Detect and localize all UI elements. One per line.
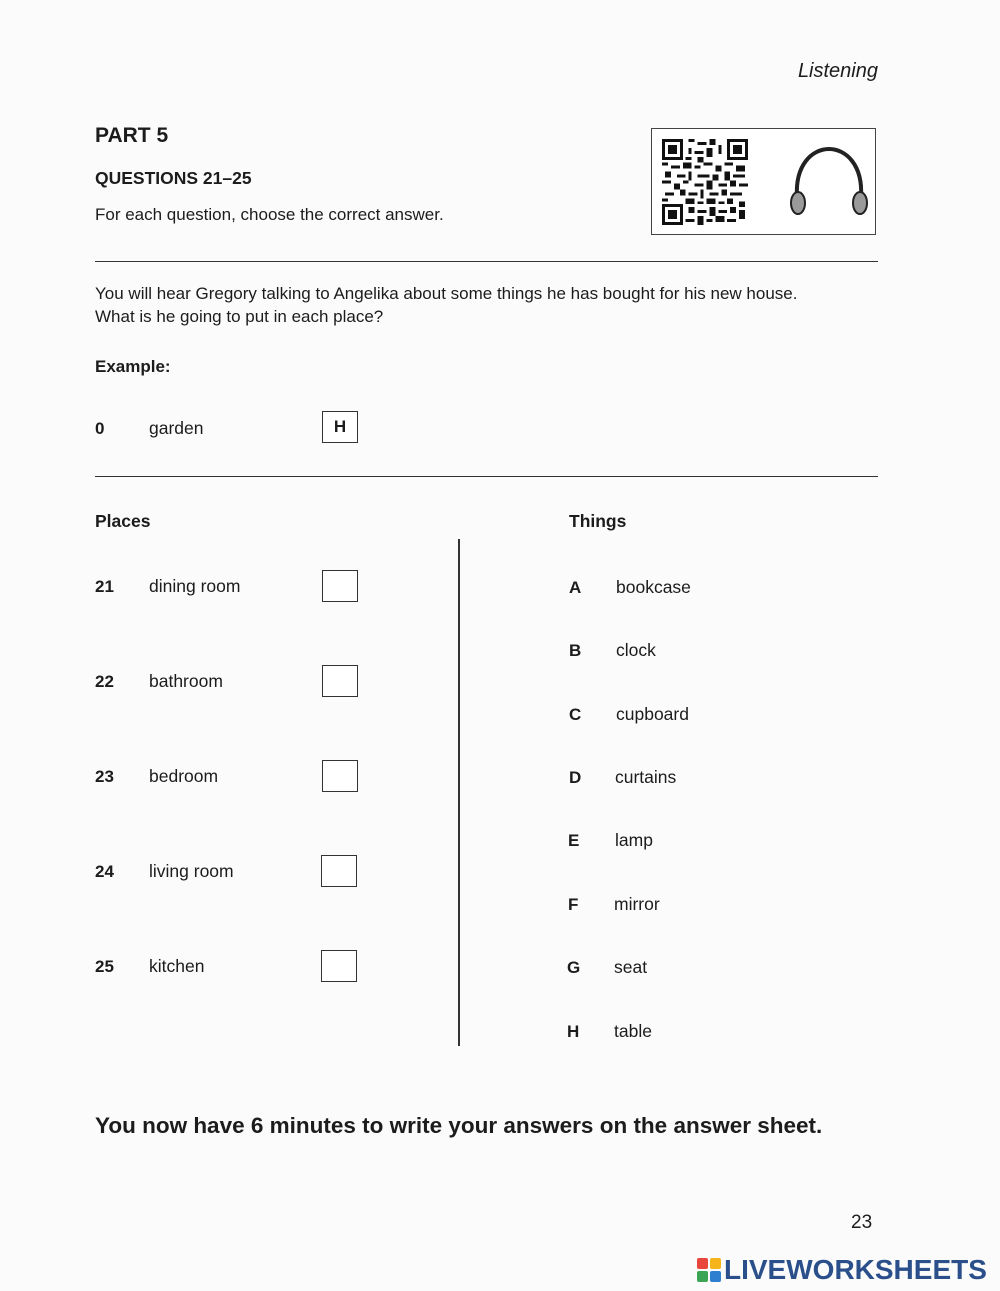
thing-letter-d: D <box>569 768 582 787</box>
thing-letter-e: E <box>568 831 580 850</box>
answer-box-24[interactable] <box>321 855 357 887</box>
example-label: Example: <box>95 357 171 376</box>
thing-curtains: curtains <box>615 767 677 787</box>
headphones-icon[interactable] <box>788 145 870 221</box>
part-title: PART 5 <box>95 124 169 147</box>
instruction-text: For each question, choose the correct answer. <box>95 205 444 224</box>
place-living-room: living room <box>149 861 234 881</box>
questions-range: QUESTIONS 21–25 <box>95 168 252 188</box>
thing-lamp: lamp <box>615 830 653 850</box>
thing-letter-a: A <box>569 578 582 597</box>
qr-code-icon[interactable] <box>662 139 748 225</box>
places-heading: Places <box>95 511 151 531</box>
thing-letter-h: H <box>567 1022 580 1041</box>
question-number-23: 23 <box>95 767 114 786</box>
column-divider <box>458 539 460 1046</box>
audio-media-box <box>651 128 876 235</box>
example-number: 0 <box>95 419 105 438</box>
liveworksheets-logo-icon <box>697 1258 721 1282</box>
question-number-24: 24 <box>95 862 114 881</box>
place-bathroom: bathroom <box>149 671 223 691</box>
divider <box>95 261 878 262</box>
thing-mirror: mirror <box>614 894 660 914</box>
place-dining-room: dining room <box>149 576 241 596</box>
time-remaining-note: You now have 6 minutes to write your answers on the answer sheet. <box>95 1113 823 1138</box>
intro-line-2: What is he going to put in each place? <box>95 307 384 326</box>
answer-box-22[interactable] <box>322 665 358 697</box>
question-number-21: 21 <box>95 577 114 596</box>
answer-box-23[interactable] <box>322 760 358 792</box>
thing-clock: clock <box>616 640 656 660</box>
question-number-25: 25 <box>95 957 114 976</box>
place-bedroom: bedroom <box>149 766 219 786</box>
thing-letter-b: B <box>569 641 582 660</box>
example-place: garden <box>149 418 204 438</box>
liveworksheets-branding[interactable] <box>697 1254 987 1286</box>
thing-bookcase: bookcase <box>616 577 691 597</box>
thing-cupboard: cupboard <box>616 704 689 724</box>
brand-name: LIVEWORKSHEETS <box>724 1254 987 1285</box>
thing-letter-c: C <box>569 705 582 724</box>
example-answer-box: H <box>322 411 358 443</box>
things-heading: Things <box>569 511 627 531</box>
section-label: Listening <box>797 60 878 82</box>
thing-table: table <box>614 1021 652 1041</box>
thing-letter-f: F <box>568 895 579 914</box>
answer-box-25[interactable] <box>321 950 357 982</box>
answer-box-21[interactable] <box>322 570 358 602</box>
page-number: 23 <box>851 1212 873 1233</box>
task-intro <box>95 282 895 328</box>
place-kitchen: kitchen <box>149 956 205 976</box>
thing-letter-g: G <box>567 958 581 977</box>
thing-seat: seat <box>614 957 648 977</box>
question-number-22: 22 <box>95 672 114 691</box>
intro-line-1: You will hear Gregory talking to Angelika about some things he has bought for his new house. <box>95 284 798 303</box>
divider <box>95 476 878 477</box>
